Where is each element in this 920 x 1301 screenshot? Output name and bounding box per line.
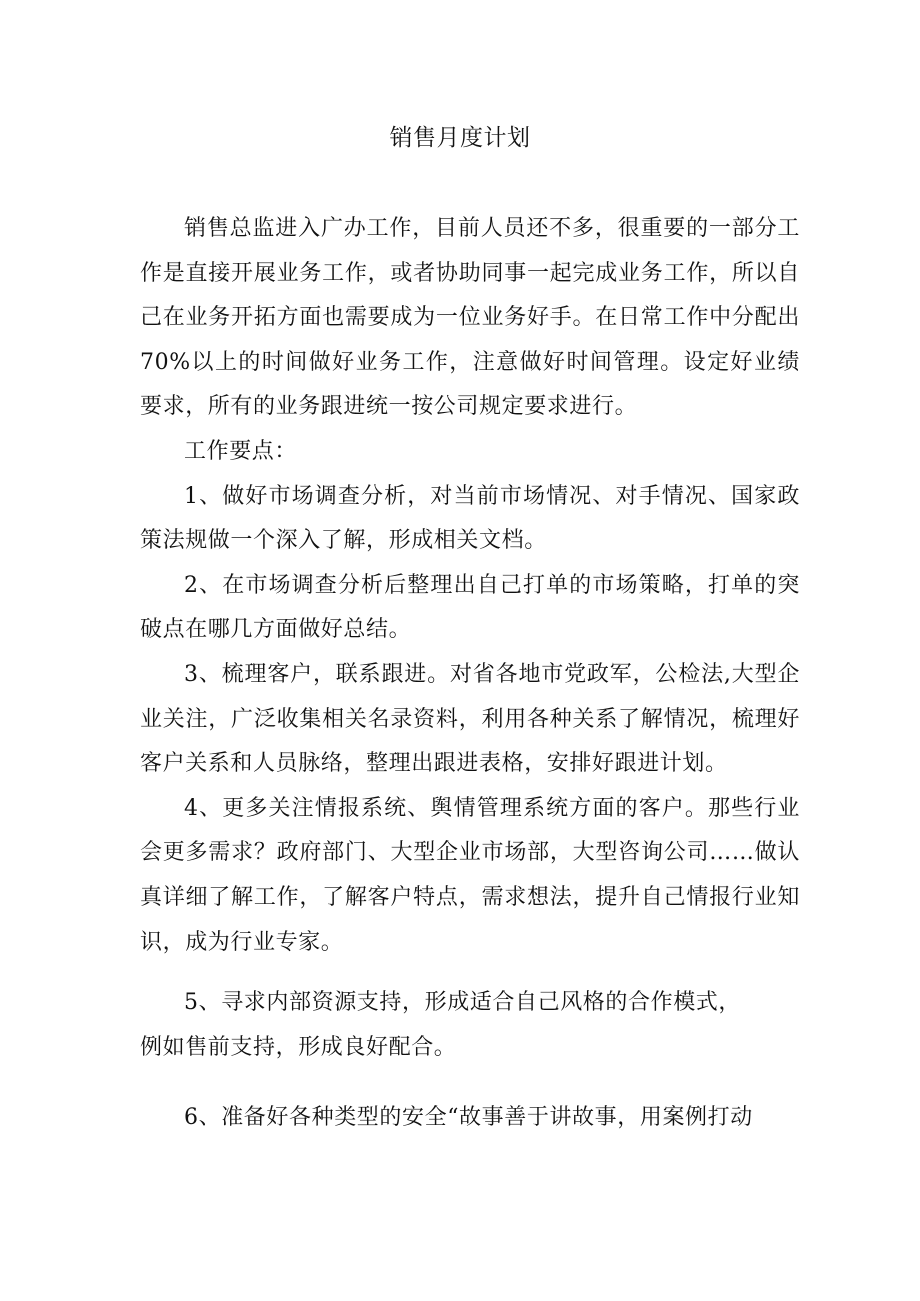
- point-3-paragraph: 3、梳理客户，联系跟进。对省各地市党政军，公检法,大型企业关注，广泛收集相关名录资料，利用各种关系了解情况，梳理好客户关系和人员脉络，整理出跟进表格，安排好跟进计划。: [140, 661, 800, 777]
- intro-paragraph: 销售总监进入广办工作，目前人员还不多，很重要的一部分工作是直接开展业务工作，或者协助同事一起完成业务工作，所以自己在业务开拓方面也需要成为一位业务好手。在日常工作中分配出70%以上的时间做好业务工作，注意做好时间管理。设定好业绩要求，所有的业务跟进统一按公司规定要求进行。: [140, 216, 800, 420]
- document-body: [140, 207, 800, 1141]
- point-1-paragraph: 1、做好市场调查分析，对当前市场情况、对手情况、国家政策法规做一个深入了解，形成相关文档。: [140, 483, 800, 554]
- document-title: 销售月度计划: [389, 125, 531, 151]
- point-4-paragraph: 4、更多关注情报系统、舆情管理系统方面的客户。那些行业会更多需求？政府部门、大型企业市场部，大型咨询公司……做认真详细了解工作，了解客户特点，需求想法，提升自己情报行业知识，成为行业专家。: [140, 795, 800, 955]
- key-points-heading: 工作要点：: [184, 438, 298, 464]
- point-5-continuation: 例如售前支持，形成良好配合。: [140, 1034, 457, 1060]
- point-5-paragraph: 5、寻求内部资源支持，形成适合自己风格的合作模式，: [184, 990, 741, 1016]
- point-2-paragraph: 2、在市场调查分析后整理出自己打单的市场策略，打单的突破点在哪几方面做好总结。: [140, 572, 800, 643]
- point-6-paragraph: 6、准备好各种类型的安全“故事善于讲故事，用案例打动: [184, 1105, 753, 1131]
